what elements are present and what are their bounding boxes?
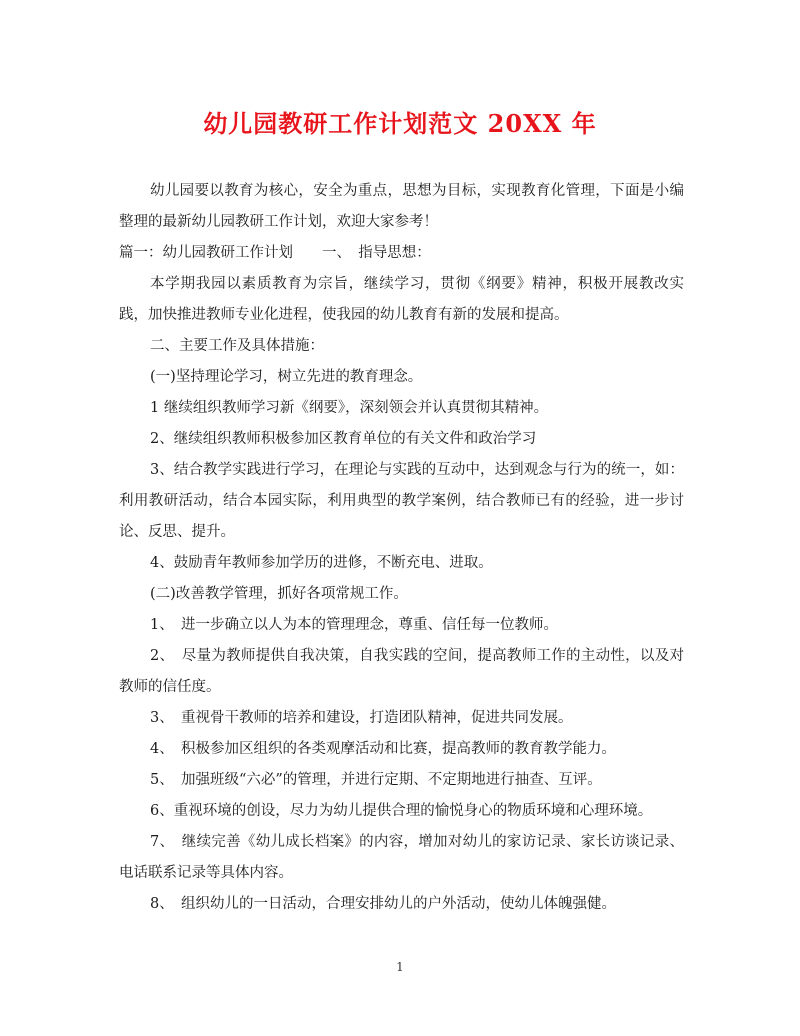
document-body — [119, 176, 684, 920]
list-item: 4、鼓励青年教师参加学历的进修，不断充电、进取。 — [150, 555, 493, 571]
guiding-thought-paragraph: 本学期我园以素质教育为宗旨，继续学习，贯彻《纲要》精神，积极开展教改实践，加快推进教师专业化进程，使我园的幼儿教育有新的发展和提高。 — [119, 276, 684, 323]
intro-paragraph: 幼儿园要以教育为核心，安全为重点，思想为目标，实现教育化管理，下面是小编整理的最新幼儿园教研工作计划，欢迎大家参考！ — [119, 183, 684, 230]
list-item: 1、 进一步确立以人为本的管理理念，尊重、信任每一位教师。 — [150, 617, 558, 633]
subsection-heading-1: (一)坚持理论学习，树立先进的教育理念。 — [150, 369, 423, 385]
section-heading-1: 篇一：幼儿园教研工作计划 一、 指导思想： — [119, 245, 431, 261]
list-item: 6、重视环境的创设，尽力为幼儿提供合理的愉悦身心的物质环境和心理环境。 — [150, 803, 653, 819]
subsection-heading-2: (二)改善教学管理，抓好各项常规工作。 — [150, 586, 408, 602]
page-number: 1 — [396, 960, 404, 974]
list-item: 3、 重视骨干教师的培养和建设，打造团队精神，促进共同发展。 — [150, 710, 573, 726]
section-heading-2: 二、主要工作及具体措施： — [150, 338, 324, 354]
list-item: 2、继续组织教师积极参加区教育单位的有关文件和政治学习 — [150, 431, 537, 447]
list-item: 3、结合教学实践进行学习，在理论与实践的互动中，达到观念与行为的统一，如：利用教研活动，结合本园实际，利用典型的教学案例，结合教师已有的经验，进一步讨论、反思、提升。 — [119, 462, 684, 540]
list-item: 8、 组织幼儿的一日活动，合理安排幼儿的户外活动，使幼儿体魄强健。 — [150, 896, 616, 912]
list-item: 4、 积极参加区组织的各类观摩活动和比赛，提高教师的教育教学能力。 — [150, 741, 616, 757]
document-title: 幼儿园教研工作计划范文 20XX 年 — [203, 109, 597, 138]
list-item: 2、 尽量为教师提供自我决策，自我实践的空间，提高教师工作的主动性，以及对教师的信任度。 — [119, 648, 684, 695]
list-item: 7、 继续完善《幼儿成长档案》的内容，增加对幼儿的家访记录、家长访谈记录、电话联系记录等具体内容。 — [119, 834, 684, 881]
list-item: 1 继续组织教师学习新《纲要》，深刻领会并认真贯彻其精神。 — [150, 400, 549, 416]
list-item: 5、 加强班级“六必”的管理，并进行定期、不定期地进行抽查、互评。 — [150, 772, 602, 788]
